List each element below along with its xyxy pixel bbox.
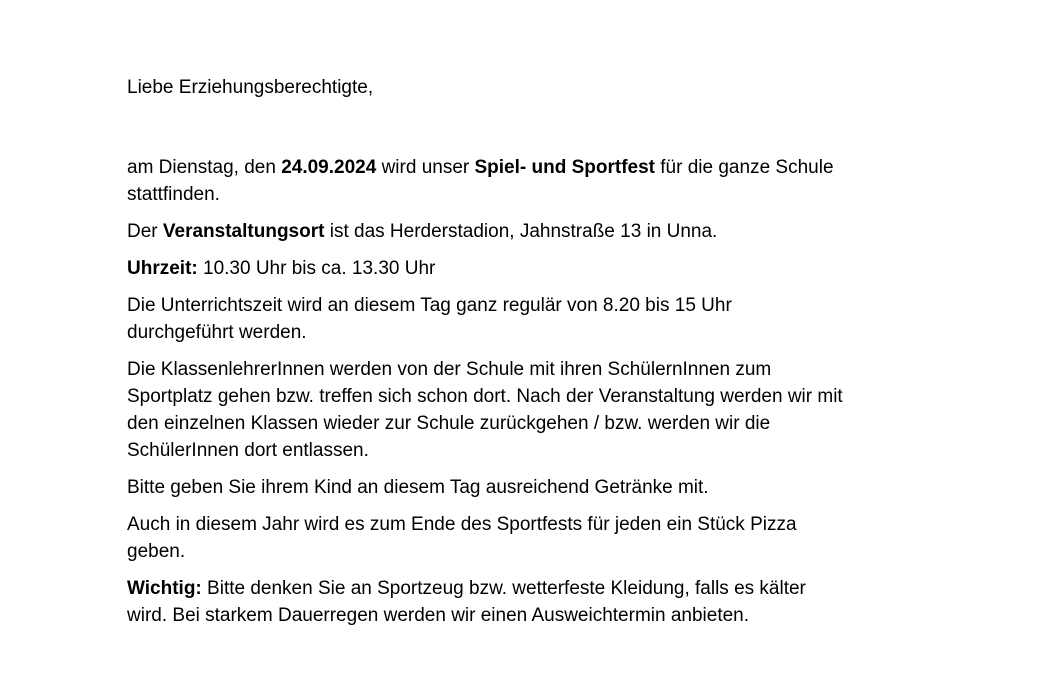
important-label: Wichtig: [127,578,202,599]
paragraph-teachers [127,356,927,464]
paragraph-line: SchülerInnen dort entlassen. [127,440,369,461]
paragraph-line: geben. [127,541,186,562]
text-segment: für die ganze Schule [655,157,834,178]
paragraph-line: wird. Bei starkem Dauerregen werden wir einen Ausweichtermin anbieten. [127,605,750,626]
text-segment: am Dienstag, den [127,157,282,178]
time-label: Uhrzeit: [127,258,198,279]
paragraph-drinks [127,474,927,501]
text-segment: Der [127,221,163,242]
salutation: Liebe Erziehungsberechtigte, [127,77,374,98]
text-segment: ist das Herderstadion, Jahnstraße 13 in Unna. [324,221,718,242]
paragraph-time [127,255,927,282]
paragraph-location [127,218,927,245]
paragraph-pizza [127,511,927,565]
paragraph-line: Bitte geben Sie ihrem Kind an diesem Tag ausreichend Getränke mit. [127,477,709,498]
location-label: Veranstaltungsort [162,221,325,242]
paragraph-line: durchgeführt werden. [127,322,307,343]
paragraph-event-date [127,154,927,208]
paragraph-line: stattfinden. [127,184,220,205]
text-segment: Bitte denken Sie an Sportzeug bzw. wetterfeste Kleidung, falls es kälter [201,578,806,599]
paragraph-line [127,575,927,602]
paragraph-important [127,575,927,629]
time-value: 10.30 Uhr bis ca. 13.30 Uhr [197,258,436,279]
paragraph-line: den einzelnen Klassen wieder zur Schule zurückgehen / bzw. werden wir die [127,413,771,434]
event-date: 24.09.2024 [281,157,377,178]
paragraph-line: Die Unterrichtszeit wird an diesem Tag ganz regulär von 8.20 bis 15 Uhr [127,295,732,316]
paragraph-school-hours [127,292,927,346]
letter-body [127,74,927,629]
paragraph-line: Sportplatz gehen bzw. treffen sich schon dort. Nach der Veranstaltung werden wir mit [127,386,843,407]
text-segment: wird unser [376,157,475,178]
paragraph-line: Auch in diesem Jahr wird es zum Ende des Sportfests für jeden ein Stück Pizza [127,514,797,535]
paragraph-line: Die KlassenlehrerInnen werden von der Schule mit ihren SchülernInnen zum [127,359,772,380]
event-name: Spiel- und Sportfest [474,157,655,178]
paragraph-line [127,154,927,181]
